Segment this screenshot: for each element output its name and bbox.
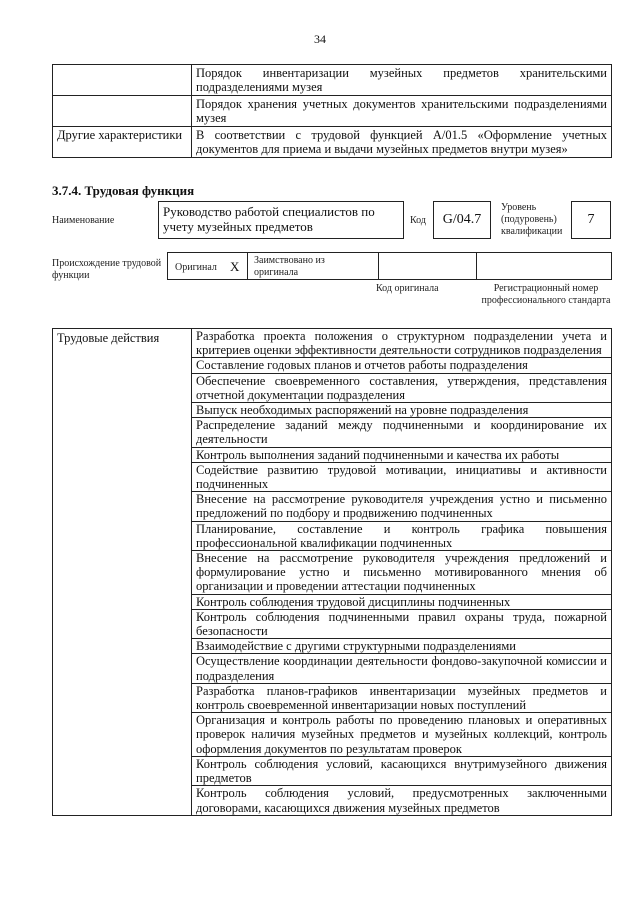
action-item: Контроль соблюдения трудовой дисциплины подчиненных [192, 594, 612, 609]
table-row [53, 96, 612, 127]
action-item: Взаимодействие с другими структурными подразделениями [192, 639, 612, 654]
action-item: Организация и контроль работы по проведению плановых и оперативных проверок наличия музейных предметов и музейных коллекций, контроль оформления документов по результатам проверок [192, 713, 612, 757]
divider [378, 253, 379, 279]
action-item: Контроль выполнения заданий подчиненными и качества их работы [192, 447, 612, 462]
row-label [53, 96, 192, 127]
original-mark: X [230, 259, 240, 274]
actions-label: Трудовые действия [53, 329, 192, 816]
table-row [53, 127, 612, 158]
table-row [53, 65, 612, 96]
action-item: Планирование, составление и контроль графика повышения профессиональной квалификации подчиненных [192, 521, 612, 550]
divider [247, 253, 248, 279]
row-text: Порядок инвентаризации музейных предметов хранительскими подразделениями музея [192, 65, 612, 96]
action-item: Составление годовых планов и отчетов работы подразделения [192, 358, 612, 373]
borrowed-label: Заимствовано из оригинала [254, 255, 325, 278]
code-label: Код [410, 215, 426, 226]
row-text: В соответствии с трудовой функцией A/01.5 «Оформление учетных документов для приема и выдачи музейных предметов внутри музея» [192, 127, 612, 158]
level-label: Уровень (подуровень) квалификации [501, 202, 563, 237]
function-name-box: Руководство работой специалистов по учету музейных предметов [158, 201, 404, 239]
action-item: Контроль соблюдения условий, предусмотренных заключенными договорами, касающихся движения музейных предметов [192, 786, 612, 815]
action-item: Внесение на рассмотрение руководителя учреждения предложений и формулирование устно и письменно мотивированного мнения об организации и проведении аттестации подчиненных [192, 551, 612, 595]
action-item: Разработка проекта положения о структурном подразделении учета и критериев оценки эффективности деятельности сотрудников подразделения [192, 329, 612, 358]
page-number: 34 [314, 32, 326, 46]
row-text: Порядок хранения учетных документов хранительскими подразделениями музея [192, 96, 612, 127]
action-item: Содействие развитию трудовой мотивации, инициативы и активности подчиненных [192, 462, 612, 491]
table-row [53, 329, 612, 358]
action-item: Обеспечение своевременного составления, утверждения, представления отчетной документации подразделения [192, 373, 612, 402]
code-box: G/04.7 [433, 201, 491, 239]
origin-row [167, 252, 612, 280]
action-item: Разработка планов-графиков инвентаризации музейных предметов и контроль своевременной инвентаризации новых поступлений [192, 683, 612, 712]
action-item: Контроль соблюдения условий, касающихся внутримузейного движения предметов [192, 756, 612, 785]
action-item: Осуществление координации деятельности фондово-закупочной комиссии и подразделения [192, 654, 612, 683]
action-item: Выпуск необходимых распоряжений на уровне подразделения [192, 403, 612, 418]
labor-actions-table [52, 328, 612, 816]
reg-number-label: Регистрационный номер профессионального стандарта [481, 283, 611, 306]
original-label: Оригинал [175, 262, 217, 273]
section-title: 3.7.4. Трудовая функция [52, 183, 195, 198]
action-item: Внесение на рассмотрение руководителя учреждения устно и письменно предложений по подбору и продвижению подчиненных [192, 492, 612, 521]
row-label: Другие характеристики [53, 127, 192, 158]
origin-label: Происхождение трудовой функции [52, 258, 162, 281]
level-box: 7 [571, 201, 611, 239]
action-item: Распределение заданий между подчиненными и координирование их деятельности [192, 418, 612, 447]
name-label: Наименование [52, 215, 115, 226]
top-continuation-table [52, 64, 612, 158]
row-label [53, 65, 192, 96]
divider [476, 253, 477, 279]
action-item: Контроль соблюдения подчиненными правил охраны труда, пожарной безопасности [192, 609, 612, 638]
code-original-label: Код оригинала [376, 283, 439, 294]
